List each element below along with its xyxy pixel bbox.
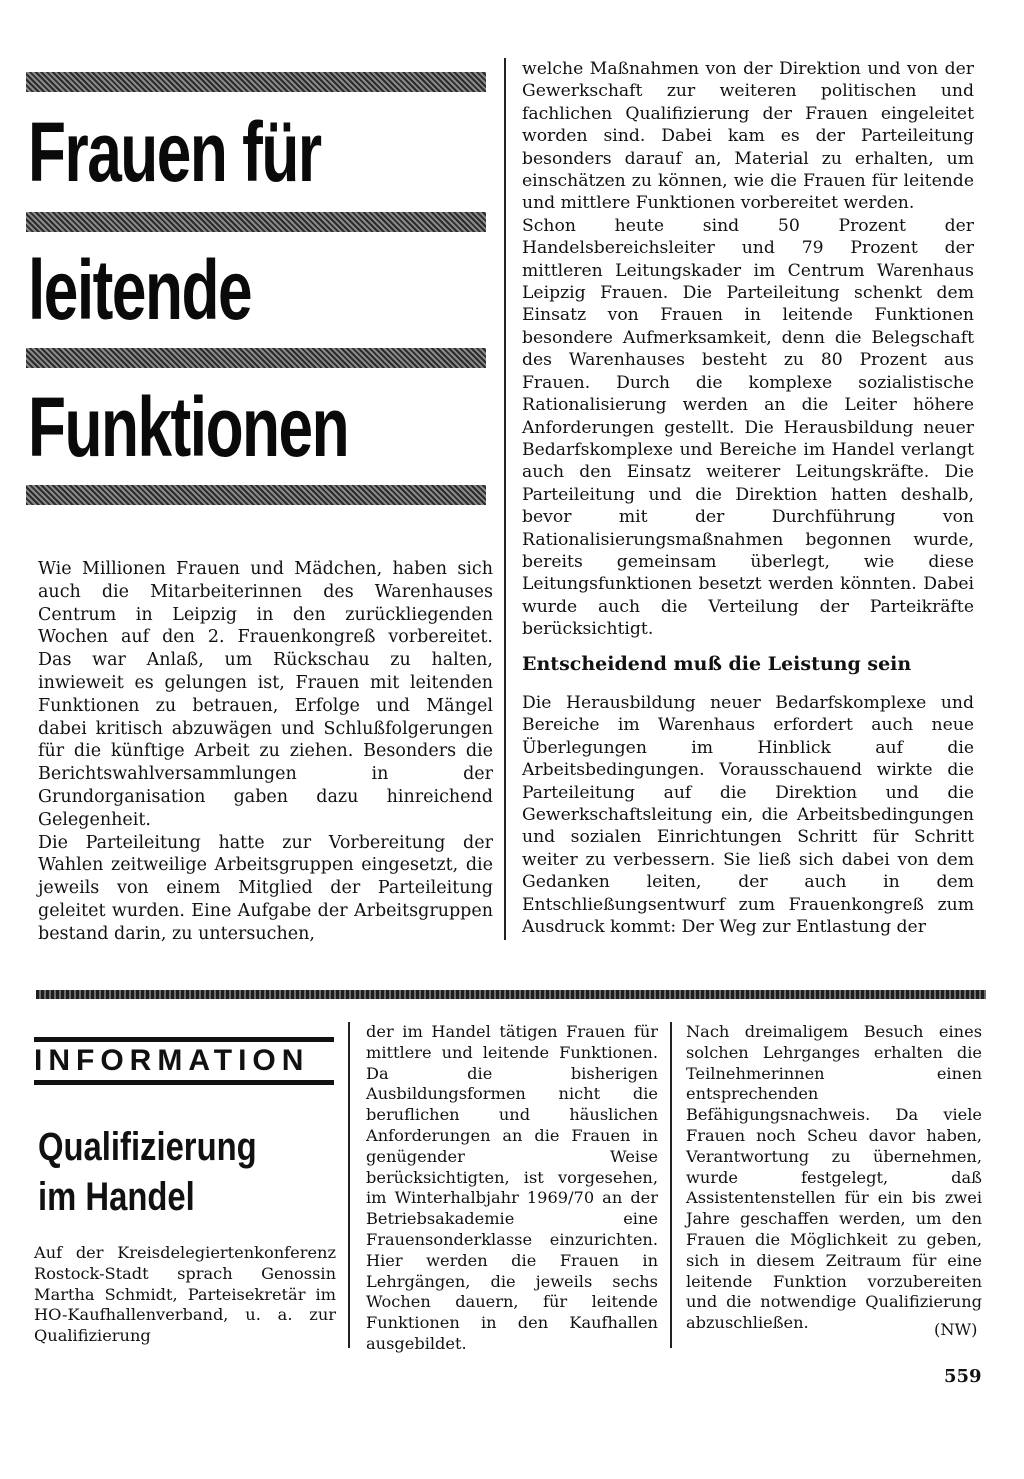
- article-paragraph: Die Herausbildung neuer Bedarfskomplexe und Bereiche im Warenhaus erfordert auch neue Überlegungen im Hinblick auf die Arbeitsbedingungen. Vorausschauend wirkte die Parteileitung auf die Direktion und die Gewerkschaftsleitung ein, die Arbeitsbedingungen und sozialen Einrichtungen Schritt für Schritt weiter zu verbessern. Sie ließ sich dabei von dem Gedanken leiten, der auch in dem Entschließungsentwurf zum Frauenkongreß zum Ausdruck kommt: Der Weg zur Entlastung der: [522, 693, 974, 938]
- article-left-column: [38, 558, 493, 946]
- headline-line-2: leitende: [28, 243, 252, 337]
- headline-stripe-3: [26, 348, 486, 368]
- info-divider-1: [348, 1022, 350, 1348]
- article-subheading-body: [522, 692, 974, 938]
- section-separator: [36, 990, 986, 999]
- information-label: INFORMATION: [34, 1037, 334, 1085]
- information-title-line-2: im Handel: [38, 1175, 195, 1219]
- headline-line-3: Funktionen: [28, 380, 349, 474]
- information-paragraph: Auf der Kreisdelegiertenkonferenz Rostock-Stadt sprach Genossin Martha Schmidt, Parteisekretär im HO-Kaufhallenverband, u. a. zur Qualifizierung: [34, 1243, 336, 1346]
- article-subheading: Entscheidend muß die Leistung sein: [522, 653, 912, 675]
- headline-stripe-4: [26, 485, 486, 505]
- column-divider: [504, 58, 506, 940]
- information-title: [38, 1122, 257, 1222]
- article-paragraph: Wie Millionen Frauen und Mädchen, haben sich auch die Mitarbeiterinnen des Warenhauses Centrum in Leipzig in den zurückliegenden Wochen auf den 2. Frauenkongreß vorbereitet. Das war Anlaß, um Rückschau zu halten, inwieweit es gelungen ist, Frauen mit leitenden Funktionen zu betrauen, Erfolge und Mängel dabei kritisch abzuwägen und Schlußfolgerungen für die künftige Arbeit zu ziehen. Besonders die Berichtswahlversammlungen in der Grundorganisation gaben dazu hinreichend Gelegenheit.: [38, 559, 493, 830]
- information-column-2: [366, 1022, 658, 1355]
- information-column-3: [686, 1022, 982, 1334]
- information-paragraph: der im Handel tätigen Frauen für mittlere und leitende Funktionen. Da die bisherigen Ausbildungsformen nicht die beruflichen und häuslichen Anforderungen an die Frauen in genügender Weise berücksichtigten, ist vorgesehen, im Winterhalbjahr 1969/70 an der Betriebsakademie eine Frauensonderklasse einzurichten. Hier werden die Frauen in Lehrgängen, die jeweils sechs Wochen dauern, für leitende Funktionen in den Kaufhallen ausgebildet.: [366, 1022, 658, 1353]
- article-paragraph: Die Parteileitung hatte zur Vorbereitung der Wahlen zeitweilige Arbeitsgruppen eingesetzt, die jeweils von einem Mitglied der Parteileitung geleitet wurden. Eine Aufgabe der Arbeitsgruppen bestand darin, zu untersuchen,: [38, 832, 493, 944]
- headline-stripe-2: [26, 212, 486, 232]
- article-right-column: [522, 58, 974, 641]
- headline-line-1: Frauen für: [28, 105, 321, 199]
- information-signature: (NW): [934, 1320, 978, 1339]
- information-column-1: [34, 1243, 336, 1347]
- article-paragraph: welche Maßnahmen von der Direktion und von der Gewerkschaft zur weiteren politischen und fachlichen Qualifizierung der Frauen eingeleitet worden sind. Dabei kam es der Parteileitung besonders darauf an, Material zu erhalten, um einschätzen zu können, wie die Frauen für leitende und mittlere Funktionen vorbereitet werden.: [522, 59, 974, 214]
- information-paragraph: Nach dreimaligem Besuch eines solchen Lehrganges erhalten die Teilnehmerinnen einen entsprechenden Befähigungsnachweis. Da viele Frauen noch Scheu davor haben, Verantwortung zu übernehmen, wurde festgelegt, daß Assistentenstellen für ein bis zwei Jahre geschaffen werden, um den Frauen die Möglichkeit zu geben, sich in diesem Zeitraum für eine leitende Funktion vorzubereiten und die notwendige Qualifizierung abzuschließen.: [686, 1022, 982, 1333]
- info-divider-2: [670, 1022, 672, 1348]
- article-paragraph: Schon heute sind 50 Prozent der Handelsbereichsleiter und 79 Prozent der mittleren Leitungskader im Centrum Warenhaus Leipzig Frauen. Die Parteileitung schenkt dem Einsatz von Frauen in leitende Funktionen besondere Aufmerksamkeit, denn die Belegschaft des Warenhauses besteht zu 80 Prozent aus Frauen. Durch die komplexe sozialistische Rationalisierung werden an die Leiter höhere Anforderungen gestellt. Die Herausbildung neuer Bedarfskomplexe und Bereiche im Handel verlangt auch den Einsatz weiterer Leitungskräfte. Die Parteileitung und die Direktion hatten deshalb, bevor mit der Durchführung von Rationalisierungsmaßnahmen begonnen wurde, bereits gemeinsam überlegt, wie diese Leitungsfunktionen besetzt werden könnten. Dabei wurde auch die Verteilung der Parteikräfte berücksichtigt.: [522, 215, 974, 640]
- information-title-line-1: Qualifizierung: [38, 1125, 257, 1169]
- page-number: 559: [944, 1366, 982, 1387]
- headline-stripe-1: [26, 72, 486, 92]
